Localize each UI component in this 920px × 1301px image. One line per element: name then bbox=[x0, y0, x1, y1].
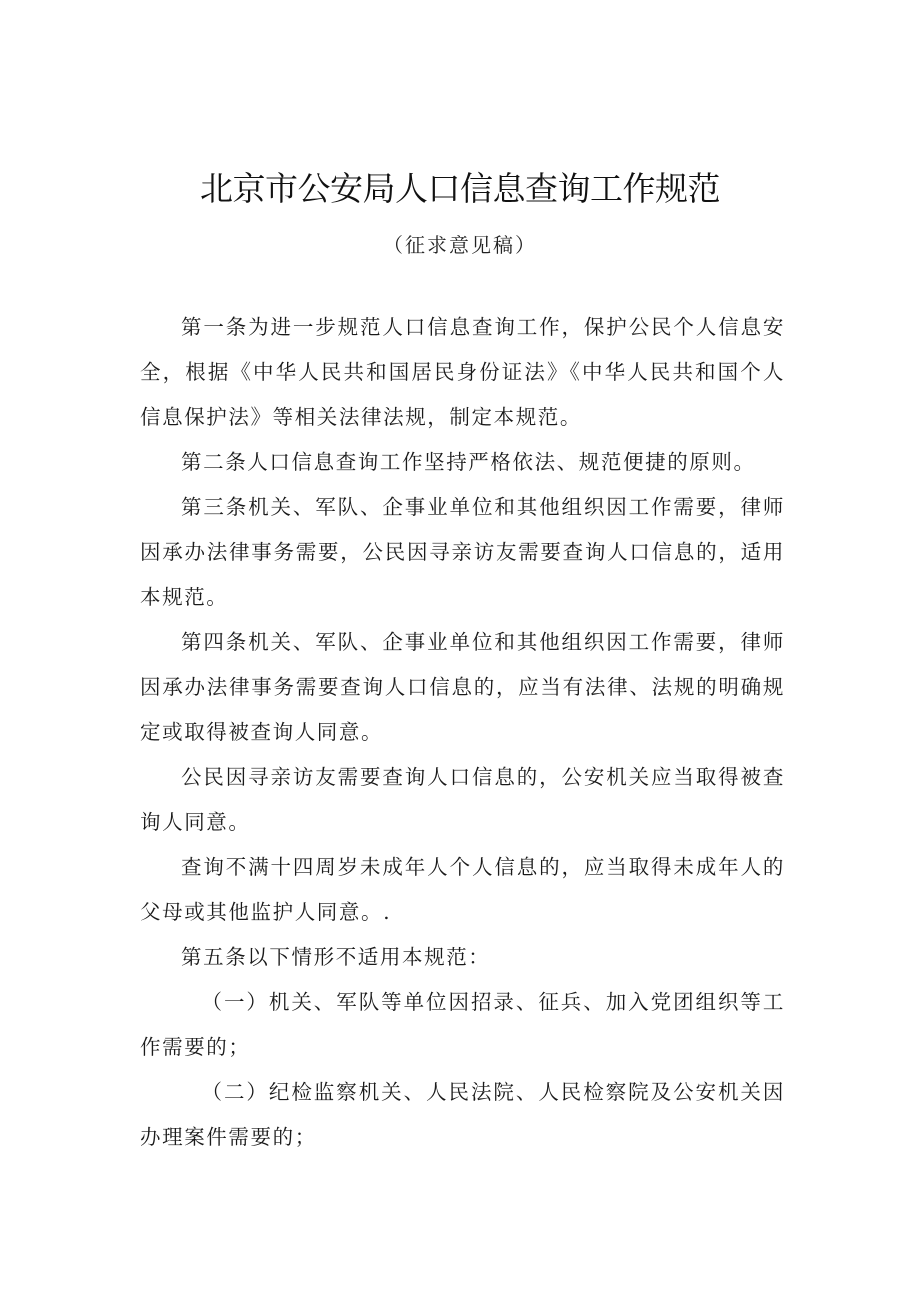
document-body bbox=[140, 305, 785, 1160]
paragraph-article-4-citizen: 公民因寻亲访友需要查询人口信息的，公安机关应当取得被查询人同意。 bbox=[140, 765, 785, 834]
paragraph-article-1: 第一条为进一步规范人口信息查询工作，保护公民个人信息安全，根据《中华人民共和国居民身份证法》《中华人民共和国个人信息保护法》等相关法律法规，制定本规范。 bbox=[140, 315, 785, 429]
document-title: 北京市公安局人口信息查询工作规范 bbox=[200, 169, 720, 208]
paragraph-article-5: 第五条以下情形不适用本规范： bbox=[181, 945, 491, 969]
paragraph-article-5-item-1: （一）机关、军队等单位因招录、征兵、加入党团组织等工作需要的； bbox=[140, 990, 785, 1059]
paragraph-article-4-minor: 查询不满十四周岁未成年人个人信息的，应当取得未成年人的父母或其他监护人同意。. bbox=[140, 855, 785, 924]
paragraph-article-2: 第二条人口信息查询工作坚持严格依法、规范便捷的原则。 bbox=[181, 450, 756, 474]
paragraph-article-5-item-2: （二）纪检监察机关、人民法院、人民检察院及公安机关因办理案件需要的； bbox=[140, 1080, 785, 1149]
paragraph-article-3: 第三条机关、军队、企事业单位和其他组织因工作需要，律师因承办法律事务需要，公民因寻亲访友需要查询人口信息的，适用本规范。 bbox=[140, 495, 785, 609]
document-subtitle: （征求意见稿） bbox=[383, 233, 537, 257]
paragraph-article-4: 第四条机关、军队、企事业单位和其他组织因工作需要，律师因承办法律事务需要查询人口信息的，应当有法律、法规的明确规定或取得被查询人同意。 bbox=[140, 630, 785, 744]
